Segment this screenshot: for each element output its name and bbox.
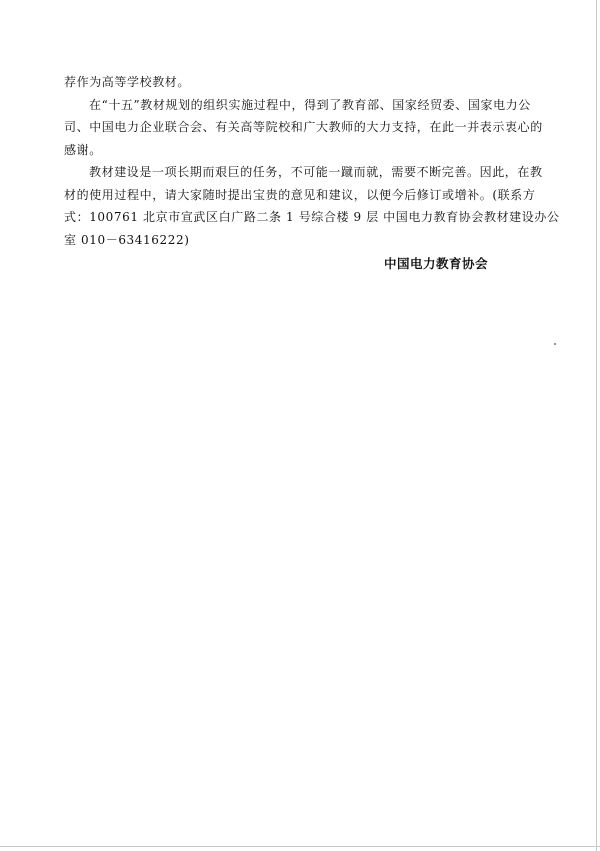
paragraph-start-line: 教材建设是一项长期而艰巨的任务，不可能一蹴而就，需要不断完善。因此，在教 <box>89 165 543 179</box>
body-text <box>64 71 560 251</box>
page-edge-right <box>596 0 597 851</box>
text-line: 荐作为高等学校教材。 <box>64 75 191 89</box>
text-line: 感谢。 <box>64 142 102 157</box>
text-line: 室 010－63416222) <box>64 232 190 247</box>
paragraph-start-line: 在“十五”教材规划的组织实施过程中，得到了教育部、国家经贸委、国家电力公 <box>89 97 531 112</box>
scan-speck <box>554 343 556 345</box>
page-edge-bottom <box>0 846 600 847</box>
signature: 中国电力教育协会 <box>384 256 489 271</box>
text-line: 式：100761 北京市宣武区白广路二条 1 号综合楼 9 层 中国电力教育协会教材建设办公 <box>64 210 560 224</box>
text-line: 司、中国电力企业联合会、有关高等院校和广大教师的大力支持，在此一并表示衷心的 <box>64 120 543 134</box>
text-line: 材的使用过程中，请大家随时提出宝贵的意见和建议，以便今后修订或增补。(联系方 <box>64 187 536 202</box>
